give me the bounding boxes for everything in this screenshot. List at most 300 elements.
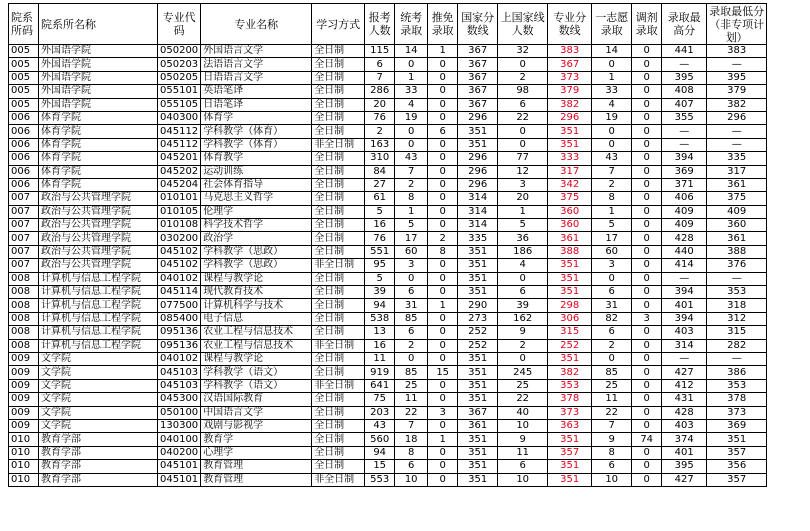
cell-above-national-line: 32 [498,45,548,58]
cell-national-line: 351 [458,272,498,285]
cell-dept-name: 教育学部 [39,446,158,459]
cell-major-code: 050205 [158,71,201,84]
cell-transfer-admitted: 0 [632,98,662,111]
cell-recommended-admitted: 0 [428,272,458,285]
cell-major-line: 363 [548,419,592,432]
cell-national-line: 351 [458,433,498,446]
cell-major-code: 095136 [158,326,201,339]
cell-major-line: 351 [548,433,592,446]
table-row [9,85,767,98]
cell-applicants: 76 [365,232,395,245]
cell-major-name: 学科教学（语文） [201,366,312,379]
cell-above-national-line: 2 [498,71,548,84]
cell-applicants: 7 [365,71,395,84]
cell-max-score: 394 [662,152,707,165]
cell-recommended-admitted: 0 [428,205,458,218]
cell-above-national-line: 0 [498,125,548,138]
cell-major-name: 伦理学 [201,205,312,218]
cell-transfer-admitted: 0 [632,419,662,432]
cell-recommended-admitted: 0 [428,192,458,205]
cell-applicants: 6 [365,58,395,71]
cell-exam-admitted: 0 [395,138,428,151]
cell-above-national-line: 0 [498,138,548,151]
cell-exam-admitted: 1 [395,205,428,218]
cell-exam-admitted: 17 [395,232,428,245]
cell-exam-admitted: 8 [395,446,428,459]
cell-national-line: 296 [458,178,498,191]
cell-min-score: 353 [707,286,767,299]
cell-dept-code: 006 [9,138,39,151]
cell-dept-name: 体育学院 [39,138,158,151]
cell-study-mode: 全日制 [312,58,365,71]
cell-transfer-admitted: 0 [632,460,662,473]
cell-max-score: 408 [662,85,707,98]
cell-dept-code: 007 [9,245,39,258]
table-row [9,379,767,392]
cell-above-national-line: 77 [498,152,548,165]
cell-dept-code: 007 [9,192,39,205]
cell-major-name: 学科教学（体育） [201,125,312,138]
header-min-score: 录取最低分（非专项计划） [707,4,767,45]
cell-applicants: 75 [365,393,395,406]
cell-major-name: 教育学 [201,433,312,446]
cell-applicants: 115 [365,45,395,58]
cell-study-mode: 全日制 [312,446,365,459]
cell-max-score: 440 [662,245,707,258]
cell-exam-admitted: 14 [395,45,428,58]
cell-major-line: 351 [548,473,592,486]
cell-major-name: 学科教学（体育） [201,138,312,151]
cell-min-score: 382 [707,98,767,111]
cell-national-line: 252 [458,339,498,352]
table-row [9,245,767,258]
cell-applicants: 94 [365,299,395,312]
cell-min-score: — [707,125,767,138]
table-row [9,45,767,58]
table-row [9,58,767,71]
cell-exam-admitted: 6 [395,286,428,299]
table-row [9,393,767,406]
cell-recommended-admitted: 0 [428,98,458,111]
cell-transfer-admitted: 0 [632,219,662,232]
cell-dept-name: 文学院 [39,406,158,419]
cell-national-line: 273 [458,312,498,325]
cell-above-national-line: 2 [498,339,548,352]
cell-first-choice-admitted: 11 [592,393,632,406]
cell-dept-code: 006 [9,125,39,138]
cell-min-score: 317 [707,165,767,178]
cell-national-line: 367 [458,406,498,419]
cell-max-score: — [662,352,707,365]
cell-dept-name: 外国语学院 [39,98,158,111]
cell-applicants: 16 [365,339,395,352]
cell-transfer-admitted: 0 [632,393,662,406]
header-applicants: 报考人数 [365,4,395,45]
cell-major-line: 252 [548,339,592,352]
cell-national-line: 314 [458,192,498,205]
cell-major-name: 汉语国际教育 [201,393,312,406]
header-study-mode: 学习方式 [312,4,365,45]
cell-major-code: 077500 [158,299,201,312]
header-recommended-admitted: 推免录取 [428,4,458,45]
cell-max-score: 428 [662,406,707,419]
cell-dept-code: 008 [9,312,39,325]
cell-recommended-admitted: 0 [428,352,458,365]
cell-dept-code: 006 [9,152,39,165]
cell-max-score: 431 [662,393,707,406]
cell-max-score: 406 [662,192,707,205]
cell-dept-code: 009 [9,406,39,419]
cell-major-line: 351 [548,138,592,151]
cell-dept-name: 体育学院 [39,152,158,165]
cell-exam-admitted: 0 [395,125,428,138]
cell-max-score: — [662,272,707,285]
cell-national-line: 367 [458,85,498,98]
cell-max-score: 395 [662,460,707,473]
cell-first-choice-admitted: 14 [592,45,632,58]
cell-transfer-admitted: 0 [632,299,662,312]
cell-study-mode: 全日制 [312,286,365,299]
cell-major-code: 130300 [158,419,201,432]
cell-major-line: 342 [548,178,592,191]
cell-applicants: 13 [365,326,395,339]
cell-transfer-admitted: 0 [632,85,662,98]
cell-recommended-admitted: 0 [428,393,458,406]
cell-transfer-admitted: 74 [632,433,662,446]
cell-above-national-line: 0 [498,58,548,71]
cell-above-national-line: 22 [498,111,548,124]
cell-dept-code: 007 [9,205,39,218]
cell-transfer-admitted: 0 [632,125,662,138]
cell-recommended-admitted: 0 [428,312,458,325]
table-row [9,433,767,446]
cell-transfer-admitted: 0 [632,111,662,124]
cell-major-name: 课程与教学论 [201,352,312,365]
cell-min-score: 315 [707,326,767,339]
cell-min-score: 335 [707,152,767,165]
cell-dept-code: 006 [9,165,39,178]
cell-applicants: 20 [365,98,395,111]
cell-min-score: 383 [707,45,767,58]
cell-major-name: 外国语言文学 [201,45,312,58]
table-row [9,98,767,111]
cell-min-score: 361 [707,232,767,245]
cell-transfer-admitted: 0 [632,446,662,459]
cell-above-national-line: 40 [498,406,548,419]
header-first-choice-admitted: 一志愿录取 [592,4,632,45]
cell-national-line: 351 [458,460,498,473]
header-exam-admitted: 统考录取 [395,4,428,45]
cell-study-mode: 非全日制 [312,339,365,352]
cell-dept-name: 体育学院 [39,165,158,178]
cell-major-name: 现代教育技术 [201,286,312,299]
cell-dept-name: 体育学院 [39,178,158,191]
cell-major-code: 040100 [158,433,201,446]
cell-dept-name: 计算机与信息工程学院 [39,286,158,299]
cell-major-name: 社会体育指导 [201,178,312,191]
cell-transfer-admitted: 0 [632,45,662,58]
cell-dept-code: 007 [9,219,39,232]
cell-major-name: 戏剧与影视学 [201,419,312,432]
cell-recommended-admitted: 0 [428,259,458,272]
cell-max-score: 412 [662,379,707,392]
cell-above-national-line: 4 [498,259,548,272]
cell-national-line: 314 [458,219,498,232]
cell-major-name: 教育管理 [201,473,312,486]
table-row [9,125,767,138]
cell-major-line: 373 [548,406,592,419]
cell-dept-name: 政治与公共管理学院 [39,232,158,245]
cell-major-code: 045114 [158,286,201,299]
cell-dept-code: 005 [9,71,39,84]
cell-study-mode: 全日制 [312,45,365,58]
cell-above-national-line: 5 [498,219,548,232]
header-above-national-line: 上国家线人数 [498,4,548,45]
cell-max-score: 314 [662,339,707,352]
cell-recommended-admitted: 0 [428,326,458,339]
cell-transfer-admitted: 0 [632,178,662,191]
cell-study-mode: 全日制 [312,152,365,165]
cell-applicants: 39 [365,286,395,299]
cell-study-mode: 全日制 [312,460,365,473]
cell-dept-name: 文学院 [39,393,158,406]
cell-major-name: 运动训练 [201,165,312,178]
cell-exam-admitted: 10 [395,473,428,486]
cell-above-national-line: 9 [498,326,548,339]
cell-major-line: 382 [548,98,592,111]
cell-applicants: 641 [365,379,395,392]
cell-min-score: 395 [707,71,767,84]
cell-applicants: 919 [365,366,395,379]
cell-study-mode: 非全日制 [312,379,365,392]
cell-max-score: 403 [662,419,707,432]
table-row [9,299,767,312]
cell-dept-name: 计算机与信息工程学院 [39,272,158,285]
cell-major-code: 050200 [158,45,201,58]
cell-exam-admitted: 6 [395,460,428,473]
cell-major-code: 045101 [158,460,201,473]
cell-national-line: 351 [458,473,498,486]
cell-national-line: 351 [458,393,498,406]
cell-national-line: 351 [458,138,498,151]
cell-major-line: 333 [548,152,592,165]
cell-national-line: 351 [458,259,498,272]
cell-dept-name: 计算机与信息工程学院 [39,326,158,339]
cell-recommended-admitted: 6 [428,125,458,138]
cell-dept-code: 010 [9,433,39,446]
cell-study-mode: 全日制 [312,98,365,111]
cell-dept-code: 008 [9,286,39,299]
cell-dept-code: 006 [9,111,39,124]
cell-major-line: 353 [548,379,592,392]
cell-max-score: 427 [662,473,707,486]
cell-max-score: 428 [662,232,707,245]
cell-dept-code: 008 [9,326,39,339]
cell-dept-code: 009 [9,379,39,392]
cell-transfer-admitted: 0 [632,259,662,272]
cell-exam-admitted: 2 [395,339,428,352]
cell-major-name: 心理学 [201,446,312,459]
cell-above-national-line: 245 [498,366,548,379]
cell-exam-admitted: 7 [395,165,428,178]
cell-applicants: 560 [365,433,395,446]
cell-dept-name: 外国语学院 [39,45,158,58]
cell-national-line: 296 [458,111,498,124]
cell-recommended-admitted: 0 [428,71,458,84]
cell-recommended-admitted: 0 [428,178,458,191]
table-row [9,111,767,124]
cell-max-score: 401 [662,299,707,312]
cell-recommended-admitted: 0 [428,219,458,232]
cell-major-code: 040200 [158,446,201,459]
cell-first-choice-admitted: 17 [592,232,632,245]
cell-first-choice-admitted: 1 [592,205,632,218]
cell-first-choice-admitted: 31 [592,299,632,312]
cell-applicants: 11 [365,352,395,365]
cell-exam-admitted: 0 [395,272,428,285]
cell-first-choice-admitted: 10 [592,473,632,486]
cell-first-choice-admitted: 0 [592,58,632,71]
cell-major-line: 351 [548,286,592,299]
cell-applicants: 16 [365,219,395,232]
cell-major-line: 373 [548,71,592,84]
cell-dept-name: 外国语学院 [39,58,158,71]
header-max-score: 录取最高分 [662,4,707,45]
cell-major-line: 361 [548,232,592,245]
cell-major-name: 电子信息 [201,312,312,325]
cell-first-choice-admitted: 25 [592,379,632,392]
cell-first-choice-admitted: 43 [592,152,632,165]
cell-study-mode: 全日制 [312,433,365,446]
table-row [9,326,767,339]
cell-dept-code: 005 [9,85,39,98]
cell-transfer-admitted: 0 [632,366,662,379]
cell-first-choice-admitted: 2 [592,178,632,191]
cell-major-code: 045103 [158,366,201,379]
cell-exam-admitted: 11 [395,393,428,406]
cell-major-name: 农业工程与信息技术 [201,339,312,352]
table-row [9,352,767,365]
cell-major-name: 学科教学（思政） [201,245,312,258]
cell-national-line: 367 [458,98,498,111]
cell-exam-admitted: 8 [395,192,428,205]
cell-exam-admitted: 7 [395,419,428,432]
cell-max-score: — [662,125,707,138]
cell-major-line: 367 [548,58,592,71]
cell-applicants: 163 [365,138,395,151]
cell-major-code: 010101 [158,192,201,205]
cell-dept-name: 教育学部 [39,473,158,486]
cell-dept-code: 008 [9,299,39,312]
table-row [9,286,767,299]
cell-applicants: 5 [365,272,395,285]
cell-national-line: 351 [458,366,498,379]
cell-study-mode: 全日制 [312,366,365,379]
cell-applicants: 61 [365,192,395,205]
cell-first-choice-admitted: 0 [592,352,632,365]
header-major-line: 专业分数线 [548,4,592,45]
cell-national-line: 367 [458,45,498,58]
cell-recommended-admitted: 0 [428,58,458,71]
cell-applicants: 84 [365,165,395,178]
cell-above-national-line: 6 [498,98,548,111]
cell-study-mode: 全日制 [312,245,365,258]
cell-min-score: 369 [707,419,767,432]
header-dept-code: 院系所码 [9,4,39,45]
cell-recommended-admitted: 0 [428,165,458,178]
cell-exam-admitted: 85 [395,366,428,379]
cell-national-line: 252 [458,326,498,339]
cell-major-line: 351 [548,125,592,138]
cell-applicants: 15 [365,460,395,473]
cell-dept-code: 008 [9,272,39,285]
cell-transfer-admitted: 0 [632,379,662,392]
cell-national-line: 290 [458,299,498,312]
cell-major-name: 马克思主义哲学 [201,192,312,205]
table-row [9,205,767,218]
cell-major-line: 351 [548,460,592,473]
cell-recommended-admitted: 0 [428,85,458,98]
cell-study-mode: 全日制 [312,312,365,325]
cell-major-code: 045103 [158,379,201,392]
cell-study-mode: 全日制 [312,165,365,178]
cell-max-score: 409 [662,205,707,218]
table-row [9,419,767,432]
cell-above-national-line: 6 [498,460,548,473]
cell-major-name: 农业工程与信息技术 [201,326,312,339]
cell-major-code: 045102 [158,259,201,272]
cell-major-line: 296 [548,111,592,124]
cell-above-national-line: 162 [498,312,548,325]
cell-dept-name: 文学院 [39,352,158,365]
cell-applicants: 286 [365,85,395,98]
cell-min-score: 353 [707,379,767,392]
table-row [9,406,767,419]
cell-above-national-line: 10 [498,473,548,486]
cell-study-mode: 全日制 [312,219,365,232]
cell-first-choice-admitted: 1 [592,71,632,84]
cell-study-mode: 全日制 [312,419,365,432]
cell-exam-admitted: 31 [395,299,428,312]
cell-major-line: 306 [548,312,592,325]
cell-transfer-admitted: 3 [632,312,662,325]
cell-above-national-line: 1 [498,205,548,218]
cell-above-national-line: 39 [498,299,548,312]
cell-study-mode: 全日制 [312,232,365,245]
cell-major-code: 040102 [158,352,201,365]
cell-dept-code: 007 [9,259,39,272]
cell-above-national-line: 10 [498,419,548,432]
cell-applicants: 203 [365,406,395,419]
cell-exam-admitted: 43 [395,152,428,165]
cell-above-national-line: 25 [498,379,548,392]
table-row [9,339,767,352]
cell-transfer-admitted: 0 [632,152,662,165]
cell-transfer-admitted: 0 [632,58,662,71]
cell-min-score: 360 [707,219,767,232]
cell-exam-admitted: 0 [395,352,428,365]
cell-dept-name: 计算机与信息工程学院 [39,312,158,325]
cell-first-choice-admitted: 7 [592,419,632,432]
cell-recommended-admitted: 1 [428,45,458,58]
cell-first-choice-admitted: 8 [592,446,632,459]
cell-major-code: 055105 [158,98,201,111]
cell-above-national-line: 0 [498,272,548,285]
cell-dept-code: 010 [9,473,39,486]
cell-max-score: — [662,138,707,151]
table-row [9,446,767,459]
cell-exam-admitted: 60 [395,245,428,258]
